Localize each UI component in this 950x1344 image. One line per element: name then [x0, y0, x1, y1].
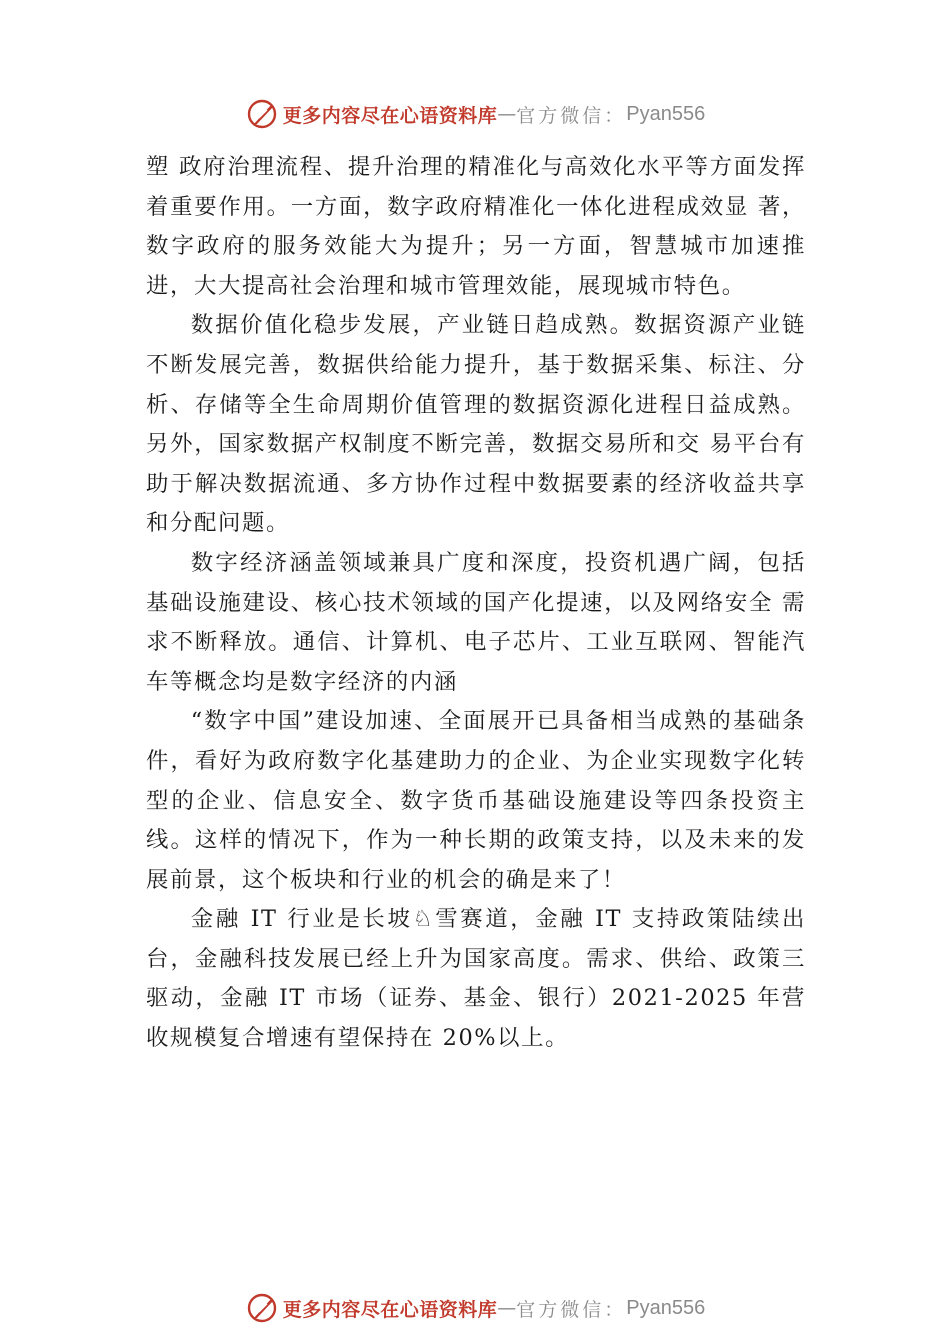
header-site-name: 更多内容尽在心语资料库	[282, 104, 498, 127]
quill-logo-icon	[245, 97, 279, 131]
paragraph-5: 金融 IT 行业是长坡♘雪赛道，金融 IT 支持政策陆续出台，金融科技发展已经上升为国家高度。需求、供给、政策三驱动，金融 IT 市场（证券、基金、银行）2021-2025 年营收规模复合增速有望保持在 20%以上。	[146, 906, 806, 1052]
footer-separator: —	[497, 1297, 517, 1319]
header-separator: —	[497, 103, 517, 125]
quill-logo-icon	[245, 1291, 279, 1325]
paragraph-4: “数字中国”建设加速、全面展开已具备相当成熟的基础条件，看好为政府数字化基建助力的企业、为企业实现数字化转型的企业、信息安全、数字货币基础设施建设等四条投资主线。这样的情况下，作为一种长期的政策支持，以及未来的发展前景，这个板块和行业的机会的确是来了！	[146, 708, 806, 893]
footer-banner	[0, 1288, 950, 1328]
paragraph-2: 数据价值化稳步发展，产业链日趋成熟。数据资源产业链不断发展完善，数据供给能力提升，基于数据采集、标注、分析、存储等全生命周期价值管理的数据资源化进程日益成熟。另外，国家数据产权制度不断完善，数据交易所和交 易平台有助于解决数据流通、多方协作过程中数据要素的经济收益共享和分配问题。	[146, 312, 806, 537]
paragraph-1: 塑 政府治理流程、提升治理的精准化与高效化水平等方面发挥着重要作用。一方面，数字政府精准化一体化进程成效显 著，数字政府的服务效能大为提升；另一方面，智慧城市加速推进，大大提高社会治理和城市管理效能，展现城市特色。	[146, 154, 806, 299]
footer-site-name: 更多内容尽在心语资料库	[282, 1298, 498, 1321]
header-wechat-id: Pyan556	[626, 102, 706, 125]
footer-wechat-label: 官方微信：	[516, 1298, 627, 1321]
header-wechat-label: 官方微信：	[516, 104, 627, 127]
header-banner	[0, 94, 950, 134]
document-body	[146, 148, 806, 1059]
footer-wechat-id: Pyan556	[626, 1296, 706, 1319]
paragraph-3: 数字经济涵盖领域兼具广度和深度，投资机遇广阔，包括基础设施建设、核心技术领域的国产化提速，以及网络安全 需求不断释放。通信、计算机、电子芯片、工业互联网、智能汽车等概念均是数字经济的内涵	[146, 549, 806, 695]
